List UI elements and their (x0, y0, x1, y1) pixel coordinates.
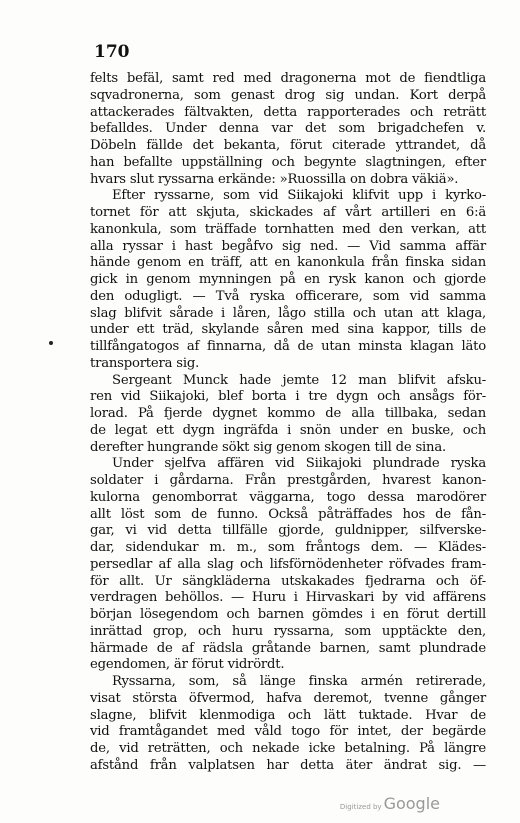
text-line: de legat ett dygn ingräfda i snön under en buske, och (90, 422, 486, 438)
margin-dot (49, 341, 53, 345)
text-line: den odugligt. — Två ryska officerare, som vid samma (90, 288, 486, 304)
text-line: sqvadronerna, som genast drog sig undan. Kort derpå (90, 87, 486, 103)
text-line: kulorna genomborrat väggarna, togo dessa marodörer (90, 489, 486, 505)
text-line: tillfångatogos af finnarna, då de utan minsta klagan läto (90, 339, 486, 354)
text-line: kanonkula, som träffade tornhatten med den verkan, att (90, 221, 486, 237)
text-line: allt löst som de funno. Också påträffades hos de fån- (90, 506, 486, 522)
text-line: vid framtågandet med våld togo för intet, der begärde (90, 724, 486, 740)
text-line: lorad. På fjerde dygnet kommo de alla tillbaka, sedan (90, 406, 486, 421)
text-line: gar, vi vid detta tillfälle gjorde, guldnipper, silfverske- (90, 523, 486, 539)
text-line: slagne, blifvit klenmodiga och lätt tuktade. Hvar de (90, 707, 486, 723)
text-line: härmade de af rädsla gråtande barnen, samt plundrade (90, 640, 486, 656)
text-line: början lösegendom och barnen gömdes i en förut dertill (90, 607, 486, 622)
text-line: felts befäl, samt red med dragonerna mot de fiendtliga (90, 71, 486, 86)
text-line: de, vid reträtten, och nekade icke betalning. På längre (90, 741, 486, 756)
text-line: attackerades fältvakten, detta rapporterades och reträtt (90, 104, 486, 120)
text-line: Sergeant Munck hade jemte 12 man blifvit afsku- (112, 372, 486, 388)
text-line: för allt. Ur sängkläderna utskakades fjedrarna och öf- (90, 573, 486, 589)
text-line: verdragen behöllos. — Huru i Hirvaskari by vid affärens (90, 590, 486, 606)
text-line: persedlar af alla slag och lifsförnödenheter röfvades fram- (90, 556, 486, 572)
text-line: hände genom en träff, att en kanonkula från finska sidan (90, 255, 486, 271)
text-line: under ett träd, skylande såren med sina kappor, tills de (90, 322, 486, 338)
text-line: Under sjelfva affären vid Siikajoki plundrade ryska (112, 456, 486, 472)
body-text (90, 71, 486, 775)
watermark-prefix: Digitized by (339, 803, 382, 811)
text-line: afstånd från valplatsen har detta äter ändrat sig. — (90, 757, 486, 773)
text-line: transportera sig. (90, 355, 200, 371)
digitized-watermark (340, 794, 440, 813)
text-line: Döbeln fällde det bekanta, förut citerade yttrandet, då (90, 138, 486, 153)
google-logo: Google (383, 794, 440, 813)
text-line: gick in genom mynningen på en rysk kanon och gjorde (90, 272, 486, 287)
text-line: alla ryssar i hast begåfvo sig ned. — Vid samma affär (90, 238, 486, 254)
text-line: tornet för att skjuta, skickades af vårt artilleri en 6:ä (90, 205, 486, 220)
text-line: hvars slut ryssarna erkände: »Ruossilla on dobra väkiä». (90, 171, 459, 187)
text-line: slag blifvit sårade i låren, lågo stilla och utan att klaga, (90, 305, 486, 321)
text-line: ren vid Siikajoki, blef borta i tre dygn och ansågs för- (90, 389, 486, 405)
text-line: dar, sidendukar m. m., som fråntogs dem. — Klädes- (90, 540, 486, 555)
text-line: Ryssarna, som, så länge finska armén retirerade, (112, 674, 486, 689)
text-line: han befallte uppställning och begynte slagtningen, efter (90, 154, 486, 170)
text-line: derefter hungrande sökt sig genom skogen till de sina. (90, 439, 446, 455)
page-number: 170 (94, 42, 130, 62)
text-line: inrättad grop, och huru ryssarna, som upptäckte den, (90, 623, 486, 639)
text-line: befalldes. Under denna var det som brigadchefen v. (90, 121, 486, 137)
text-line: Efter ryssarne, som vid Siikajoki klifvit upp i kyrko- (112, 188, 486, 204)
text-line: egendomen, är förut vidrördt. (90, 657, 285, 673)
text-line: soldater i gårdarna. Från prestgården, hvarest kanon- (90, 473, 486, 488)
text-line: visat största öfvermod, hafva deremot, tvenne gånger (90, 690, 486, 706)
